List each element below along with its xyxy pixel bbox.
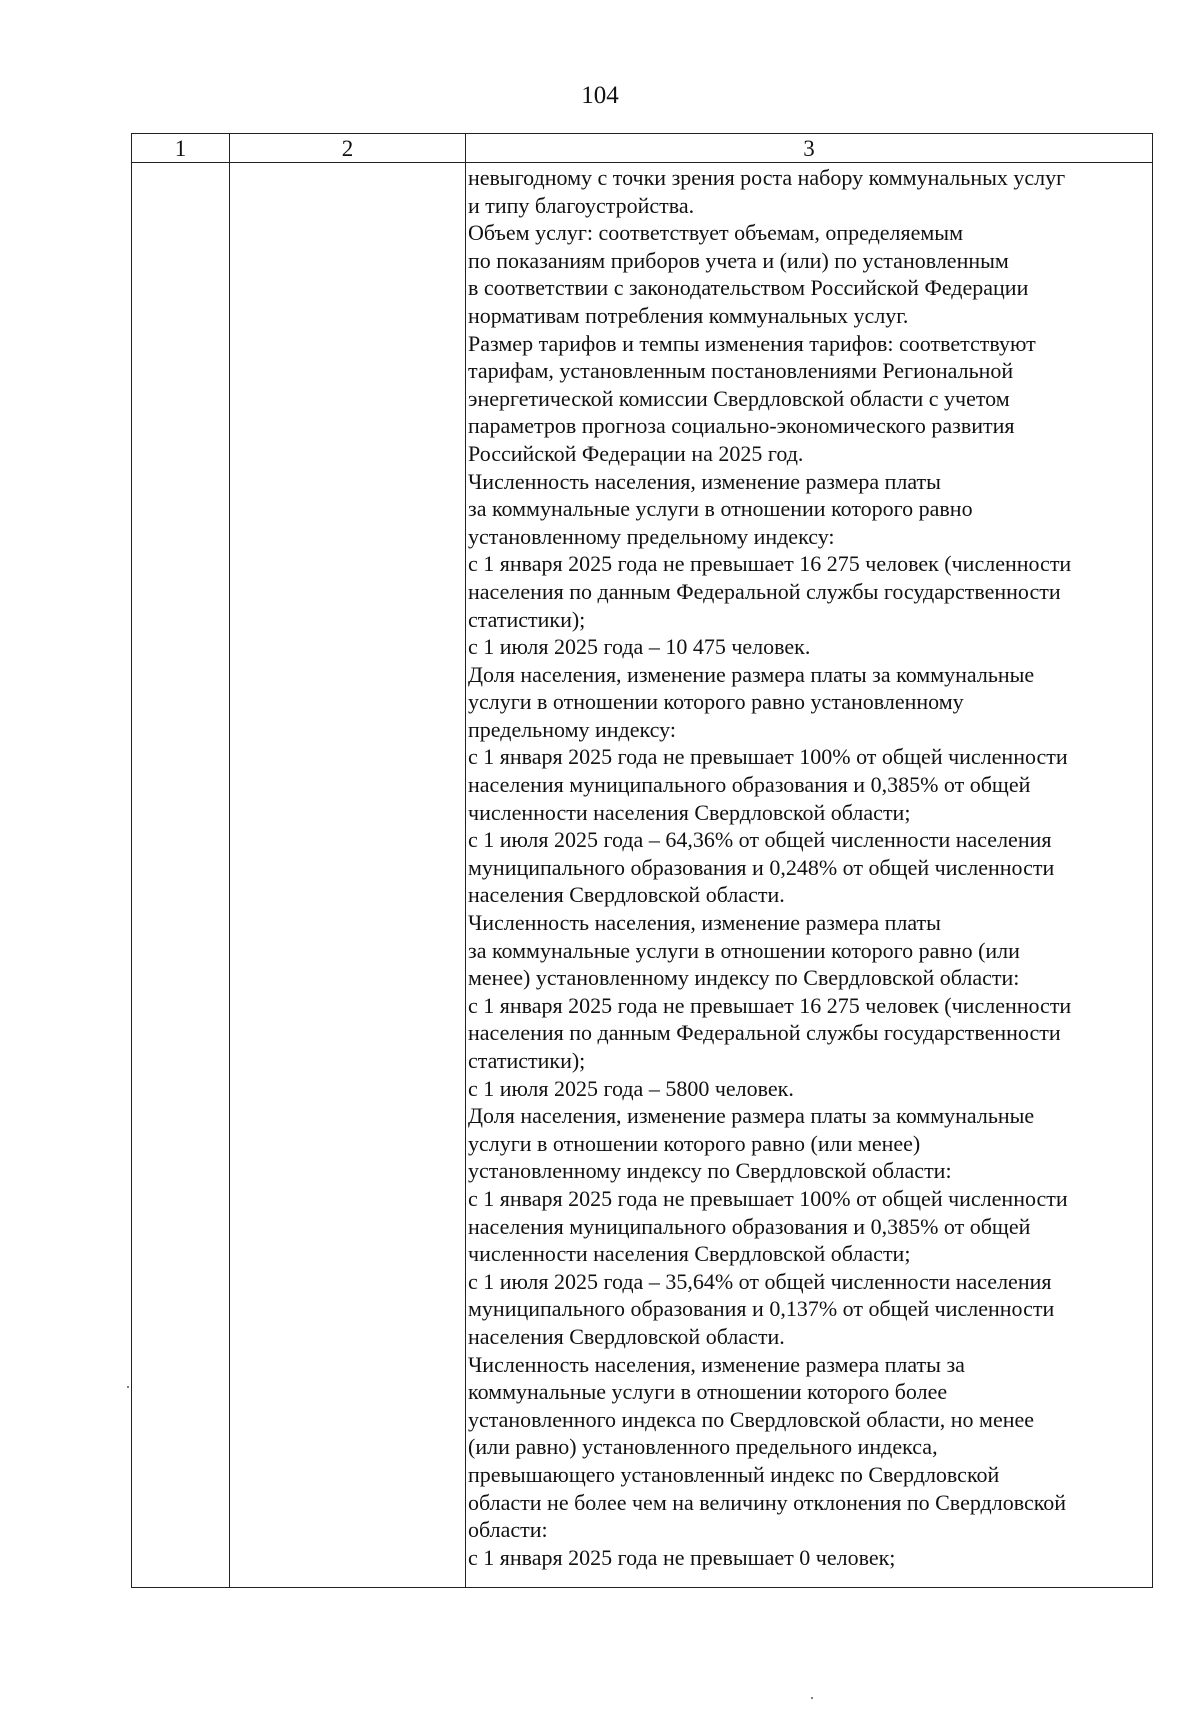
text-line: населения по данным Федеральной службы государственности: [468, 1020, 1061, 1046]
text-line: установленного индекса по Свердловской области, но менее: [468, 1406, 1035, 1432]
text-line: установленному индексу по Свердловской области:: [468, 1158, 952, 1184]
text-line: услуги в отношении которого равно установленному: [468, 689, 964, 715]
text-line: Численность населения, изменение размера платы: [468, 910, 941, 936]
column-divider-2: [465, 134, 466, 1587]
text-line: статистики);: [468, 606, 586, 632]
document-table: [131, 133, 1153, 1588]
text-line: энергетической комиссии Свердловской области с учетом: [468, 385, 1010, 411]
text-line: муниципального образования и 0,137% от общей численности: [468, 1296, 1055, 1322]
text-line: населения по данным Федеральной службы государственности: [468, 578, 1061, 604]
text-line: за коммунальные услуги в отношении которого равно (или: [468, 937, 1020, 963]
text-line: Объем услуг: соответствует объемам, определяемым: [468, 220, 964, 246]
text-line: с 1 января 2025 года не превышает 100% от общей численности: [468, 1185, 1068, 1211]
text-line: области:: [468, 1517, 548, 1543]
text-line: населения Свердловской области.: [468, 882, 785, 908]
text-line: с 1 июля 2025 года – 64,36% от общей численности населения: [468, 827, 1052, 853]
column-3-text: [467, 164, 1153, 1571]
text-line: за коммунальные услуги в отношении которого равно: [468, 496, 973, 522]
text-line: муниципального образования и 0,248% от общей численности: [468, 854, 1055, 880]
text-line: услуги в отношении которого равно (или менее): [468, 1130, 921, 1156]
scan-speck: [127, 1386, 129, 1388]
text-line: превышающего установленный индекс по Свердловской: [468, 1461, 1000, 1487]
text-line: (или равно) установленного предельного индекса,: [468, 1434, 938, 1460]
text-line: установленному предельному индексу:: [468, 523, 835, 549]
text-line: с 1 января 2025 года не превышает 16 275 человек (численности: [468, 551, 1072, 577]
text-line: в соответствии с законодательством Российской Федерации: [468, 275, 1029, 301]
text-line: менее) установленному индексу по Свердловской области:: [468, 965, 1020, 991]
column-divider-1: [229, 134, 230, 1587]
text-line: с 1 июля 2025 года – 10 475 человек.: [468, 634, 811, 660]
column-header-3: 3: [803, 136, 815, 161]
column-header-1: 1: [174, 136, 187, 161]
text-line: населения Свердловской области.: [468, 1323, 785, 1349]
text-line: предельному индексу:: [468, 716, 676, 742]
text-line: с 1 января 2025 года не превышает 100% от общей численности: [468, 744, 1068, 770]
text-line: Доля населения, изменение размера платы за коммунальные: [468, 661, 1035, 687]
text-line: параметров прогноза социально-экономического развития: [468, 413, 1015, 439]
column-header-2: 2: [341, 136, 354, 161]
text-line: с 1 января 2025 года не превышает 0 человек;: [468, 1544, 896, 1570]
text-line: Численность населения, изменение размера платы: [468, 468, 941, 494]
header-divider: [132, 162, 1152, 163]
text-line: нормативам потребления коммунальных услуг.: [468, 302, 909, 328]
text-line: с 1 июля 2025 года – 35,64% от общей численности населения: [468, 1268, 1052, 1294]
text-line: Численность населения, изменение размера платы за: [468, 1351, 965, 1377]
text-line: численности населения Свердловской области;: [468, 1241, 911, 1267]
scan-speck: [811, 1697, 813, 1699]
text-line: области не более чем на величину отклонения по Свердловской: [468, 1489, 1067, 1515]
text-line: Доля населения, изменение размера платы за коммунальные: [468, 1103, 1035, 1129]
text-line: по показаниям приборов учета и (или) по установленным: [468, 247, 1009, 273]
page-number: 104: [581, 82, 619, 109]
text-line: населения муниципального образования и 0,385% от общей: [468, 1213, 1031, 1239]
text-line: тарифам, установленным постановлениями Региональной: [468, 358, 1014, 384]
text-line: населения муниципального образования и 0,385% от общей: [468, 772, 1031, 798]
text-line: с 1 июля 2025 года – 5800 человек.: [468, 1075, 794, 1101]
text-line: с 1 января 2025 года не превышает 16 275 человек (численности: [468, 992, 1072, 1018]
text-line: невыгодному с точки зрения роста набору коммунальных услуг: [468, 165, 1066, 190]
text-line: статистики);: [468, 1048, 586, 1073]
text-line: Размер тарифов и темпы изменения тарифов: соответствуют: [468, 330, 1036, 356]
text-line: и типу благоустройства.: [468, 192, 695, 218]
text-line: Российской Федерации на 2025 год.: [468, 440, 804, 466]
text-line: коммунальные услуги в отношении которого более: [468, 1379, 948, 1405]
text-line: численности населения Свердловской области;: [468, 799, 911, 825]
